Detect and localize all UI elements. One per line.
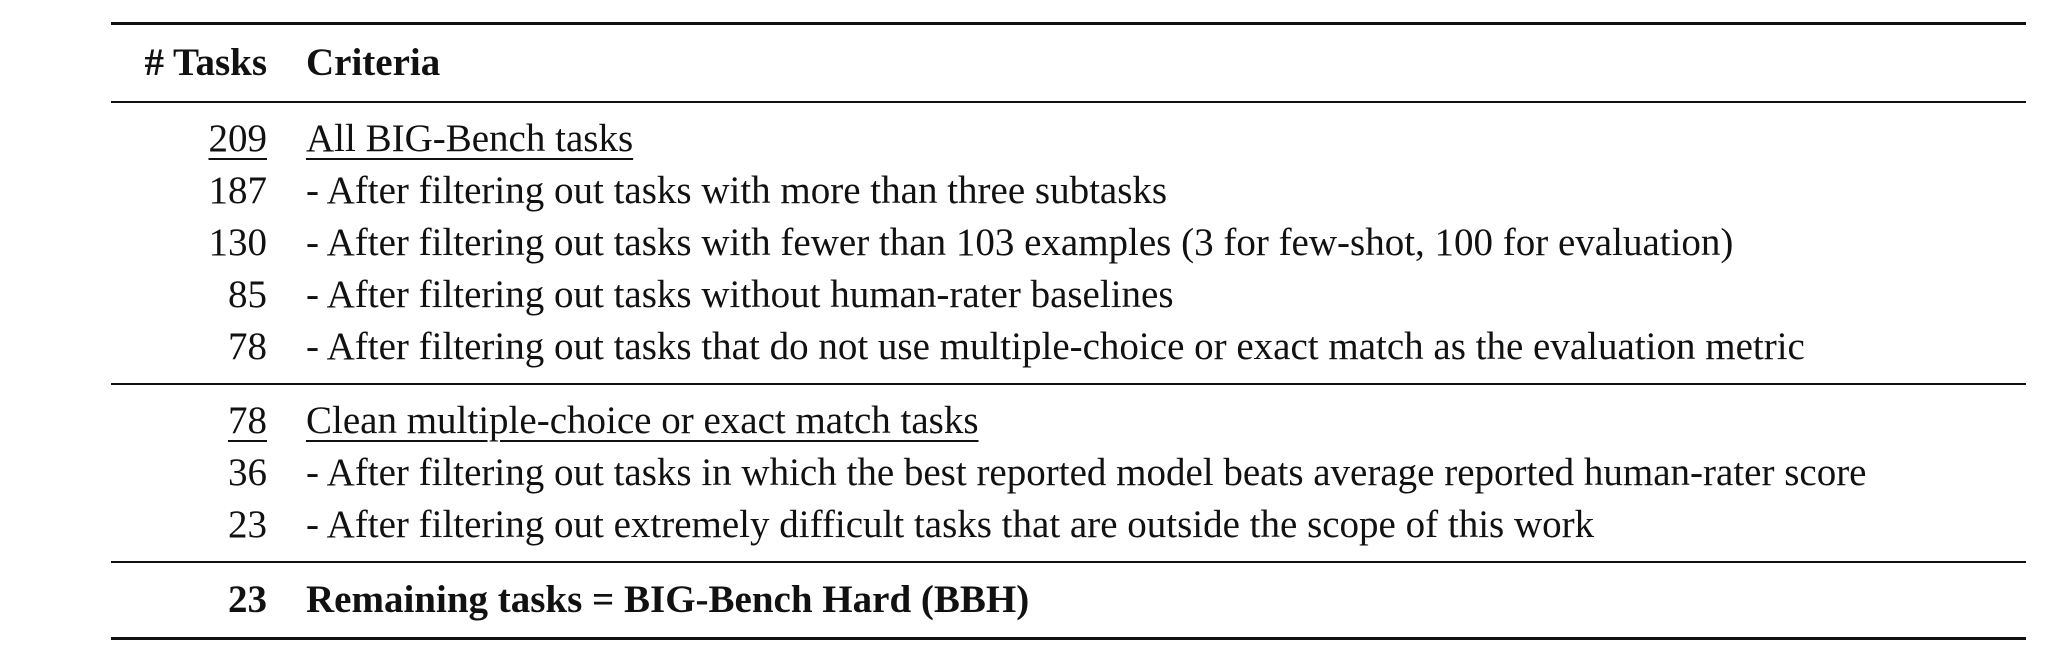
- table-row: [111, 269, 2026, 321]
- final-count: 23: [228, 578, 267, 621]
- table-header: [111, 25, 2026, 101]
- header-tasks: # Tasks: [144, 41, 267, 84]
- task-count: 130: [208, 221, 267, 264]
- criteria-text: - After filtering out tasks without human-rater baselines: [306, 273, 1174, 316]
- final-criteria: Remaining tasks = BIG-Bench Hard (BBH): [306, 578, 1030, 621]
- table-row: [111, 447, 2026, 499]
- table-row: [111, 321, 2026, 373]
- task-count: 23: [228, 503, 267, 546]
- task-count: 85: [228, 273, 267, 316]
- criteria-text: Clean multiple-choice or exact match tasks: [306, 399, 979, 442]
- section-clean-tasks: [111, 395, 2026, 551]
- table-row: [111, 217, 2026, 269]
- criteria-text: - After filtering out tasks with fewer than 103 examples (3 for few-shot, 100 for evaluation): [306, 221, 1734, 264]
- header-criteria: Criteria: [306, 41, 441, 84]
- table-row: [111, 395, 2026, 447]
- final-row: [111, 563, 2026, 637]
- task-count: 78: [228, 399, 267, 442]
- criteria-text: - After filtering out tasks that do not use multiple-choice or exact match as the evaluation metric: [306, 325, 1805, 368]
- criteria-text: - After filtering out tasks with more than three subtasks: [306, 169, 1168, 212]
- task-count: 36: [228, 451, 267, 494]
- criteria-text: - After filtering out extremely difficult tasks that are outside the scope of this work: [306, 503, 1595, 546]
- bottom-rule: [111, 637, 2026, 640]
- bbh-filtering-table: [111, 22, 2026, 640]
- task-count: 209: [208, 117, 267, 160]
- criteria-text: All BIG-Bench tasks: [306, 117, 634, 160]
- task-count: 187: [208, 169, 267, 212]
- criteria-text: - After filtering out tasks in which the best reported model beats average reported human-rater score: [306, 451, 1867, 494]
- task-count: 78: [228, 325, 267, 368]
- table-row: [111, 165, 2026, 217]
- table-row: [111, 113, 2026, 165]
- table-row: [111, 499, 2026, 551]
- section-all-tasks: [111, 113, 2026, 373]
